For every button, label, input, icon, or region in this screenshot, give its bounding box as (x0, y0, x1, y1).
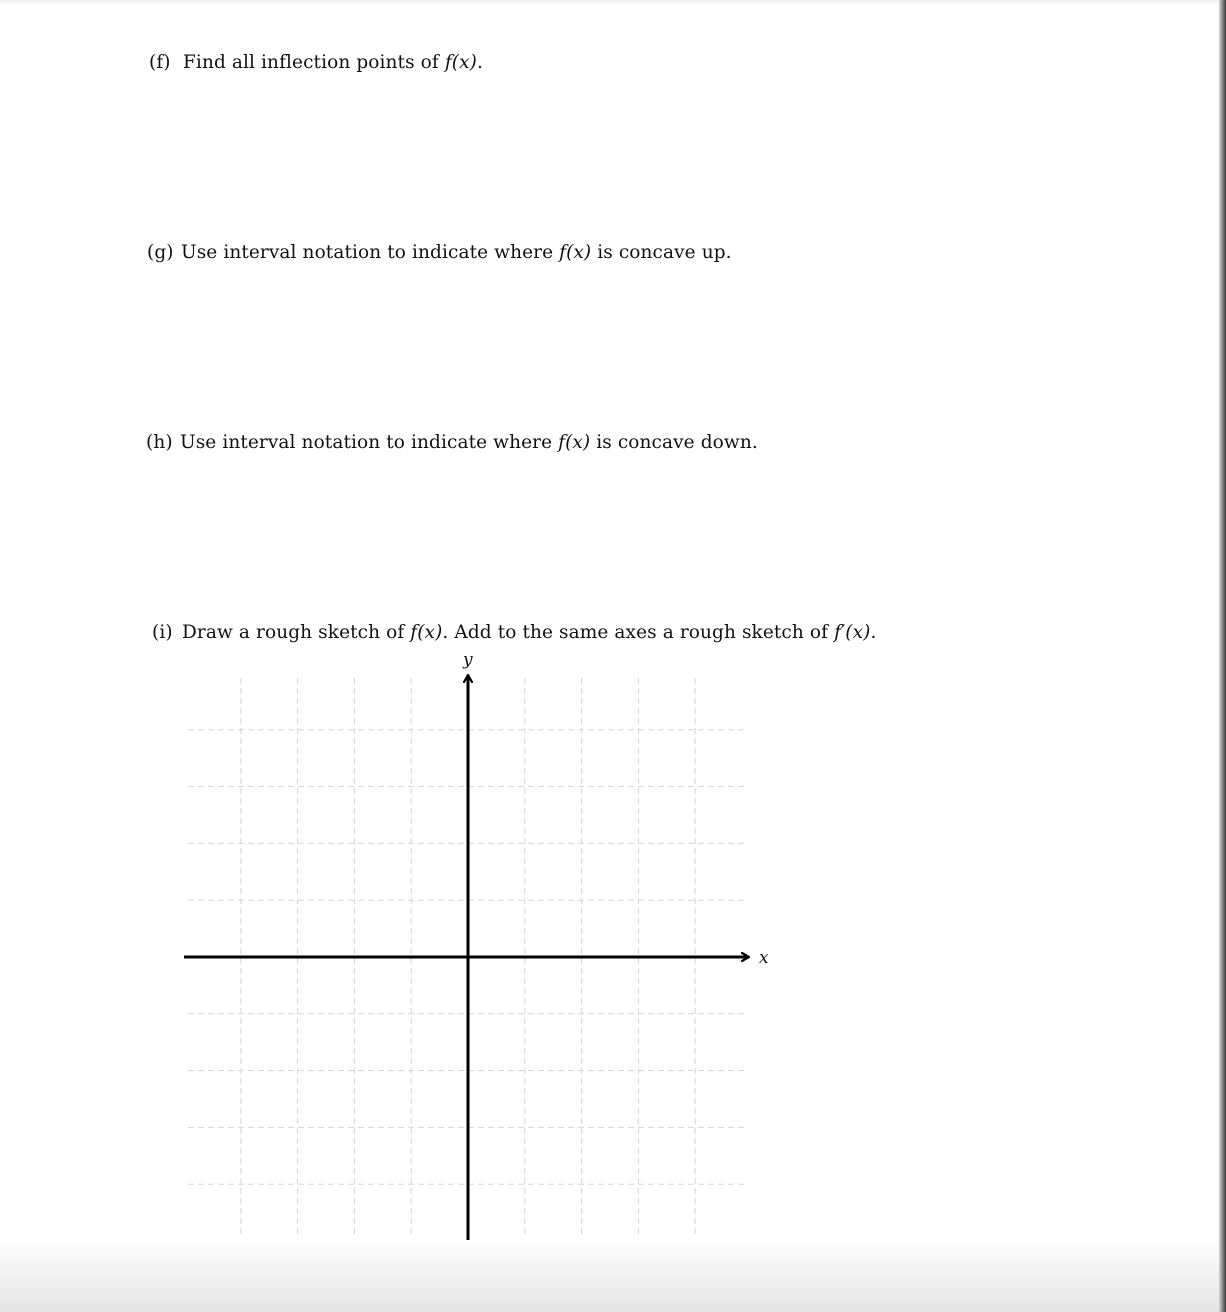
question-g-suffix: is concave up. (591, 242, 732, 263)
page-top-edge (0, 0, 1220, 4)
x-axis-label: x (759, 948, 769, 968)
y-axis-label: y (463, 650, 473, 670)
question-h-label: (h) (146, 432, 173, 453)
question-i-label: (i) (152, 622, 173, 643)
question-i-math: f(x) (410, 622, 443, 643)
question-f-text: Find all inflection points of (183, 52, 445, 73)
question-i-text: Draw a rough sketch of (182, 622, 411, 643)
page-right-edge (1219, 0, 1226, 1312)
question-h-math: f(x) (558, 432, 591, 453)
question-g (147, 241, 732, 265)
question-i (152, 621, 876, 645)
question-h-suffix: is concave down. (590, 432, 758, 453)
sketch-axes[interactable] (150, 648, 790, 1248)
question-i-suffix: . (870, 622, 877, 643)
question-i-mid: . Add to the same axes a rough sketch of (442, 622, 835, 643)
question-g-text: Use interval notation to indicate where (181, 242, 560, 263)
page-bottom-shade (0, 1240, 1220, 1312)
question-g-label: (g) (147, 242, 174, 263)
question-f-suffix: . (476, 52, 483, 73)
question-i-math2: f′(x) (834, 622, 871, 643)
question-g-math: f(x) (559, 242, 592, 263)
question-h-text: Use interval notation to indicate where (180, 432, 559, 453)
question-f-label: (f) (149, 52, 171, 73)
question-h (146, 431, 758, 455)
question-f (149, 51, 483, 75)
question-f-math: f(x) (444, 52, 477, 73)
